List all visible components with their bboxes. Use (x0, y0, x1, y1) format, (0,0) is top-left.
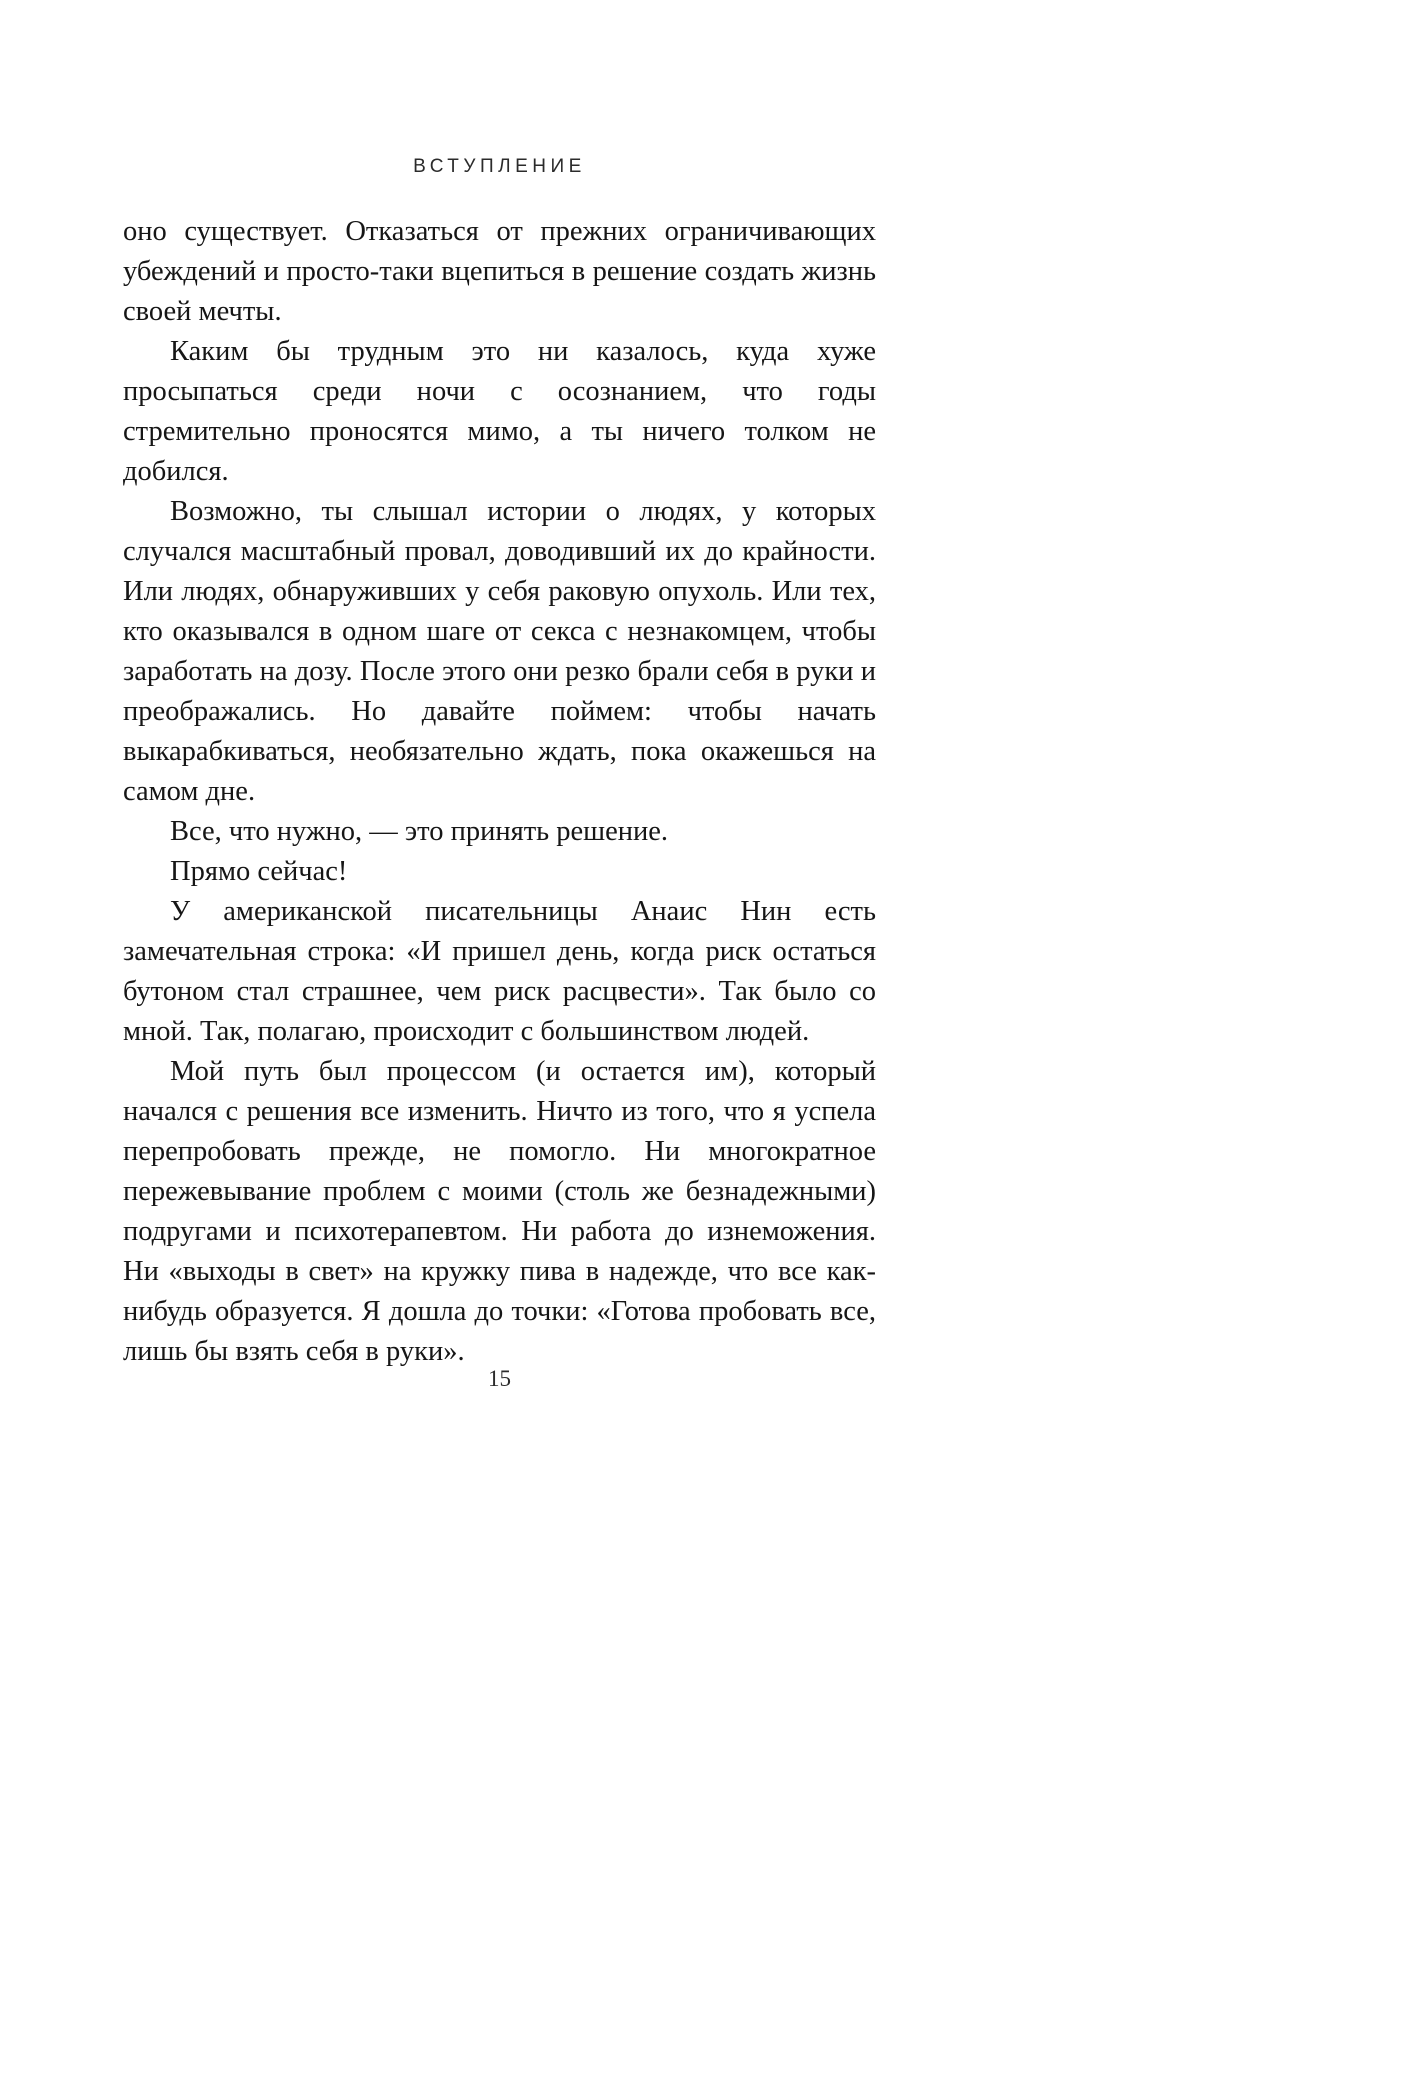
paragraph: Все, что нужно, — это принять решение. (170, 816, 669, 847)
paragraph: Возможно, ты слышал истории о людях, у которых случался масштабный провал, доводивший их до крайности. Или людях, обнаруживших у себя раковую опухоль. Или тех, кто оказывался в одном шаге от секса с незнакомцем, чтобы заработать на дозу. После этого они резко брали себя в руки и преображались. Но давайте поймем: чтобы начать выкарабкиваться, необязательно ждать, пока окажешься на самом дне. (123, 496, 876, 807)
body-text (123, 212, 876, 1372)
page-number: 15 (488, 1366, 511, 1391)
paragraph: оно существует. Отказаться от прежних ограничивающих убеждений и просто-таки вцепиться в решение создать жизнь своей мечты. (123, 216, 876, 327)
paragraph: Прямо сейчас! (170, 856, 348, 887)
paragraph: Мой путь был процессом (и остается им), который начался с решения все изменить. Ничто из того, что я успела перепробовать прежде, не помогло. Ни многократное пережевывание проблем с моими (столь же безнадежными) подругами и психотерапевтом. Ни работа до изнеможения. Ни «выходы в свет» на кружку пива в надежде, что все как-нибудь образуется. Я дошла до точки: «Готова пробовать все, лишь бы взять себя в руки». (123, 1056, 876, 1367)
paragraph: У американской писательницы Анаис Нин есть замечательная строка: «И пришел день, когда риск остаться бутоном стал страшнее, чем риск расцвести». Так было со мной. Так, полагаю, происходит с большинством людей. (123, 896, 876, 1047)
chapter-header: ВСТУПЛЕНИЕ (413, 156, 586, 177)
paragraph: Каким бы трудным это ни казалось, куда хуже просыпаться среди ночи с осознанием, что годы стремительно проносятся мимо, а ты ничего толком не добился. (123, 336, 876, 487)
